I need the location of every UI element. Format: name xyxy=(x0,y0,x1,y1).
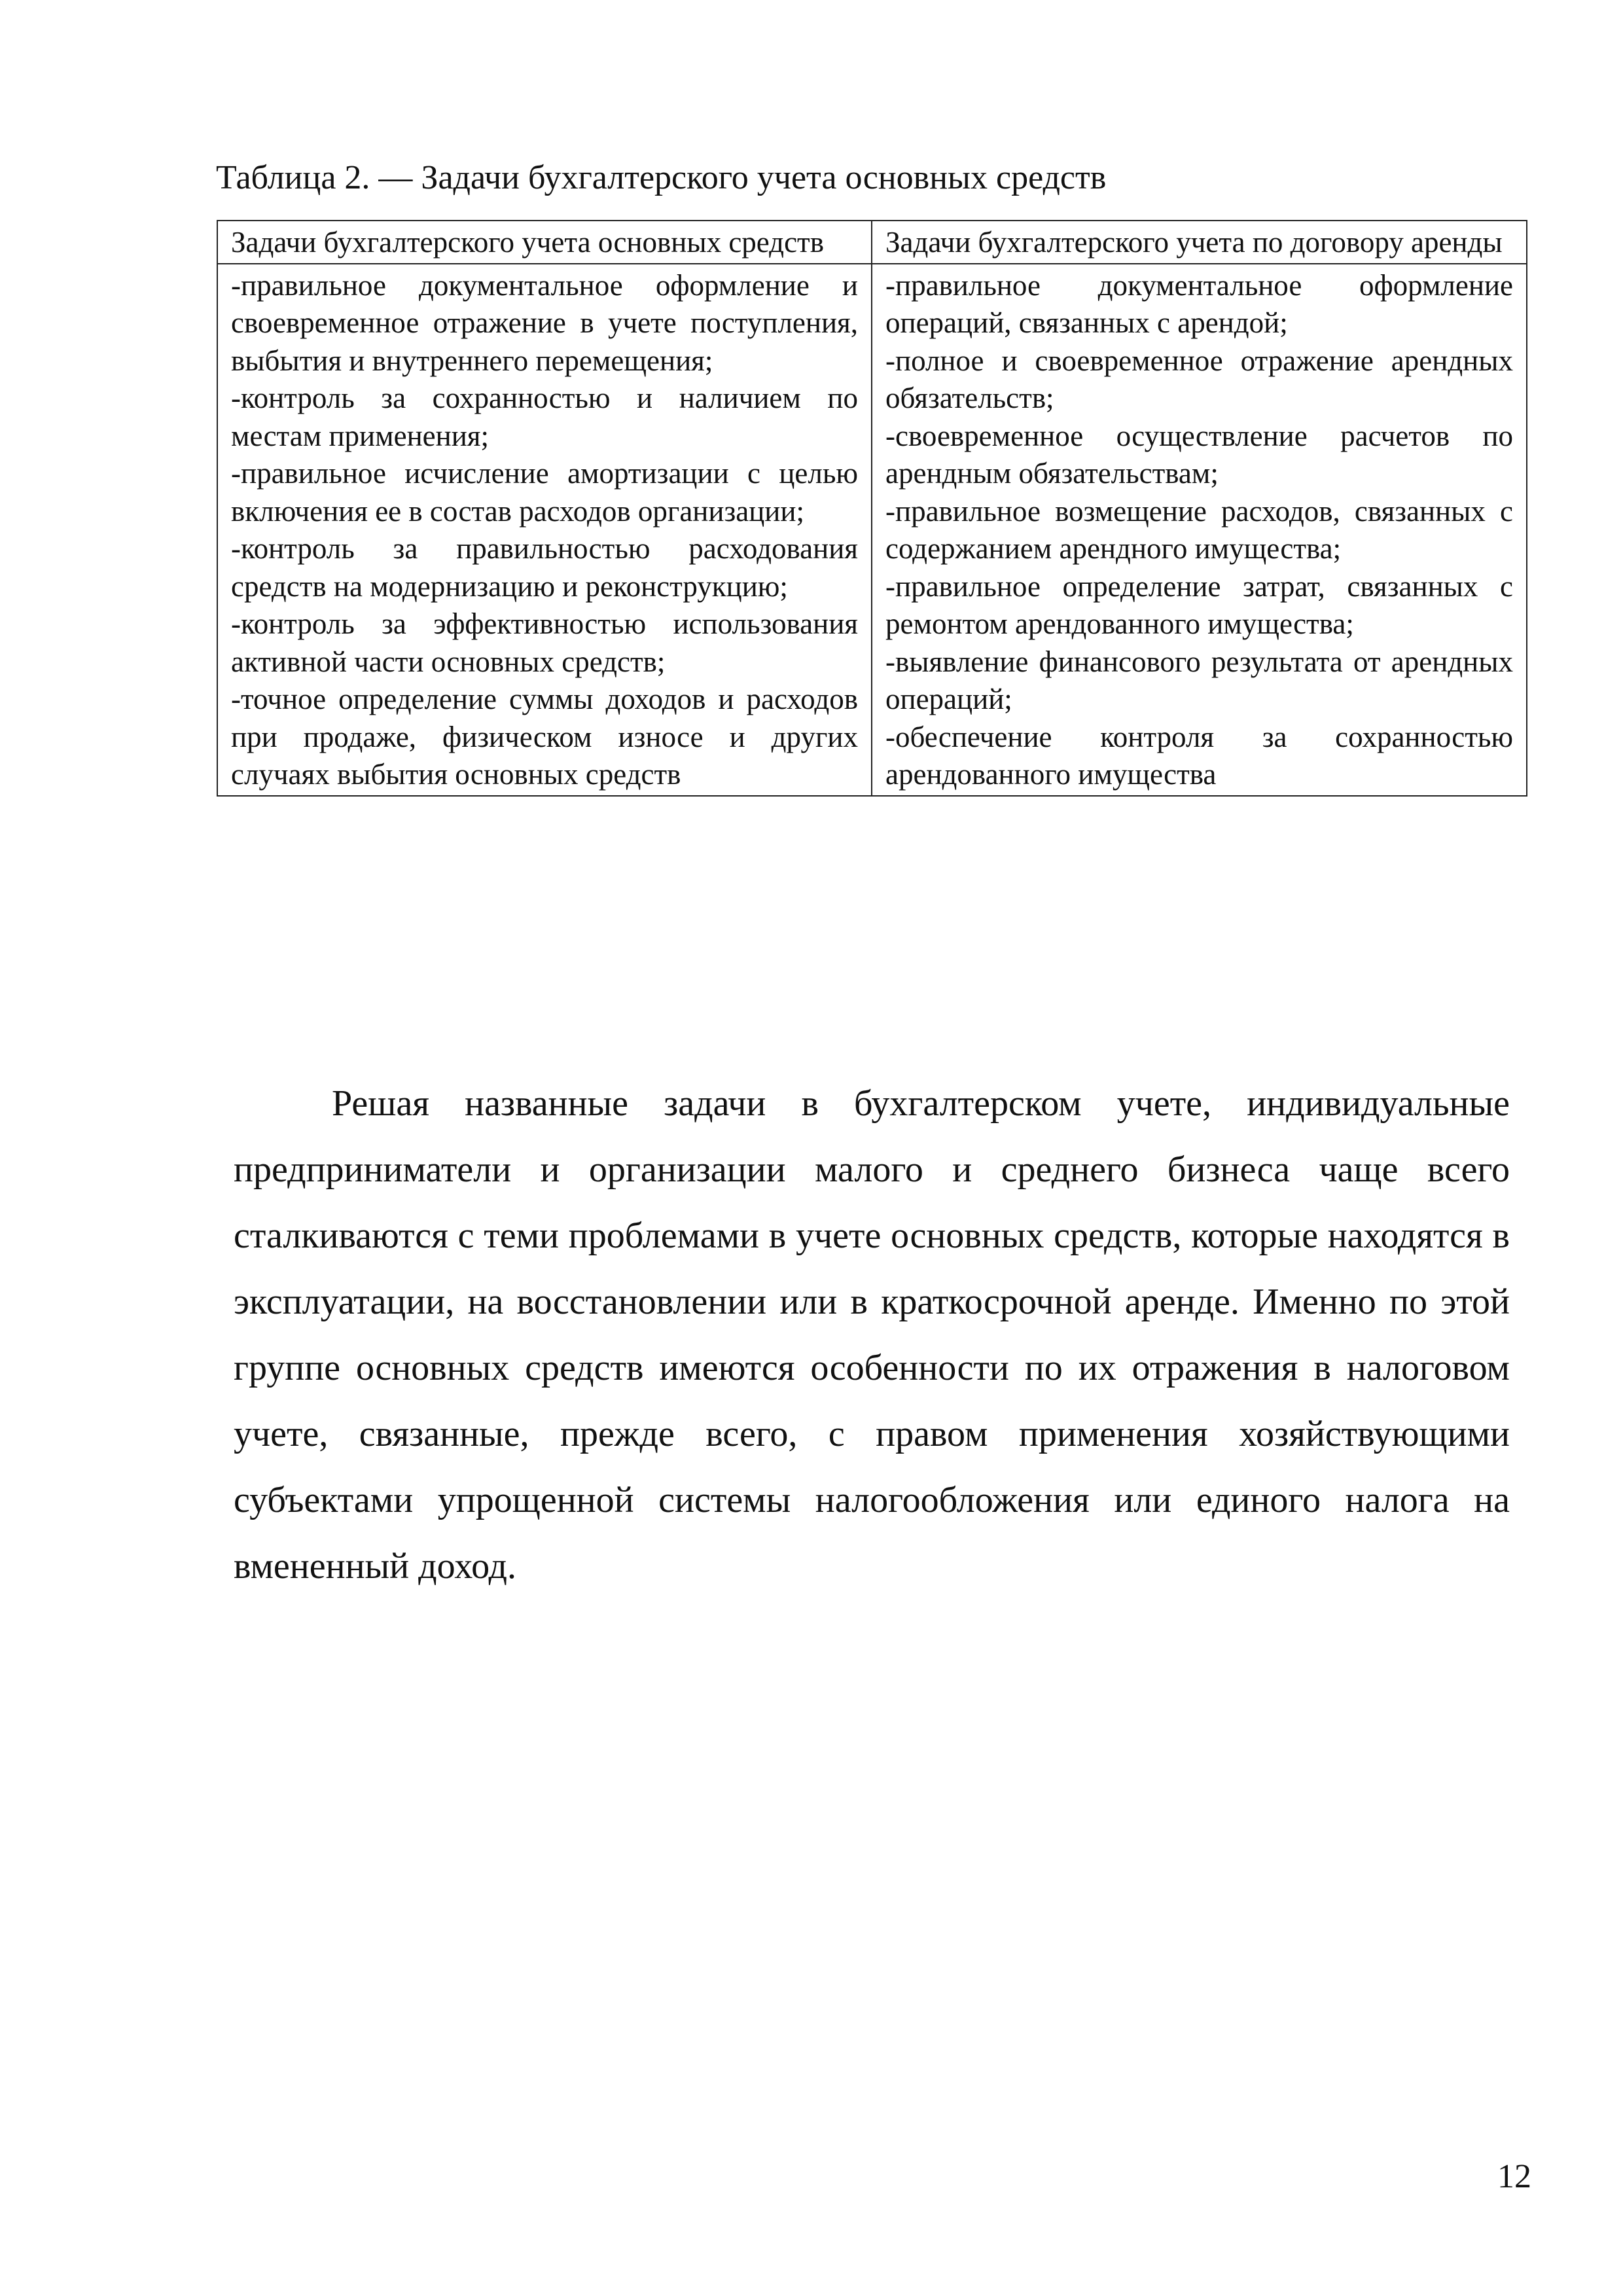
table-row xyxy=(217,264,1527,796)
right-item-4: -правильное возмещение расходов, связанных с содержанием арендного имущества; xyxy=(885,494,1513,565)
table-header-left: Задачи бухгалтерского учета основных средств xyxy=(217,221,872,264)
left-item-2: -контроль за сохранностью и наличием по местам применения; xyxy=(231,382,858,452)
right-item-5: -правильное определение затрат, связанных с ремонтом арендованного имущества; xyxy=(885,569,1513,640)
table-header-row xyxy=(217,221,1527,264)
right-column-cell xyxy=(872,264,1527,796)
right-item-6: -выявление финансового результата от арендных операций; xyxy=(885,645,1513,715)
left-item-3: -правильное исчисление амортизации с целью включения ее в состав расходов организации; xyxy=(231,457,858,528)
right-item-3: -своевременное осуществление расчетов по арендным обязательствам; xyxy=(885,419,1513,490)
page-number: 12 xyxy=(1497,2158,1531,2195)
body-paragraph: Решая названные задачи в бухгалтерском учете, индивидуальные предприниматели и организации малого и среднего бизнеса чаще всего сталкиваются с теми проблемами в учете основных средств, которые находятся в эксплуатации, на восстановлении или в краткосрочной аренде. Именно по этой группе основных средств имеются особенности по их отражения в налоговом учете, связанные, прежде всего, с правом применения хозяйствующими субъектами упрощенной системы налогообложения или единого налога на вмененный доход. xyxy=(234,1083,1510,1587)
tasks-table xyxy=(217,220,1527,797)
left-item-4: -контроль за правильностью расходования средств на модернизацию и реконструкцию; xyxy=(231,532,858,603)
right-item-7: -обеспечение контроля за сохранностью арендованного имущества xyxy=(885,720,1513,791)
left-item-6: -точное определение суммы доходов и расходов при продаже, физическом износе и других случаях выбытия основных средств xyxy=(231,683,858,791)
table-caption: Таблица 2. — Задачи бухгалтерского учета основных средств xyxy=(216,159,1107,196)
table-header-right: Задачи бухгалтерского учета по договору аренды xyxy=(872,221,1527,264)
left-column-cell xyxy=(217,264,872,796)
right-item-1: -правильное документальное оформление операций, связанных с арендой; xyxy=(885,268,1513,339)
right-item-2: -полное и своевременное отражение арендных обязательств; xyxy=(885,344,1513,414)
left-item-5: -контроль за эффективностью использования активной части основных средств; xyxy=(231,607,858,678)
left-item-1: -правильное документальное оформление и своевременное отражение в учете поступления, выбытия и внутреннего перемещения; xyxy=(231,268,858,377)
